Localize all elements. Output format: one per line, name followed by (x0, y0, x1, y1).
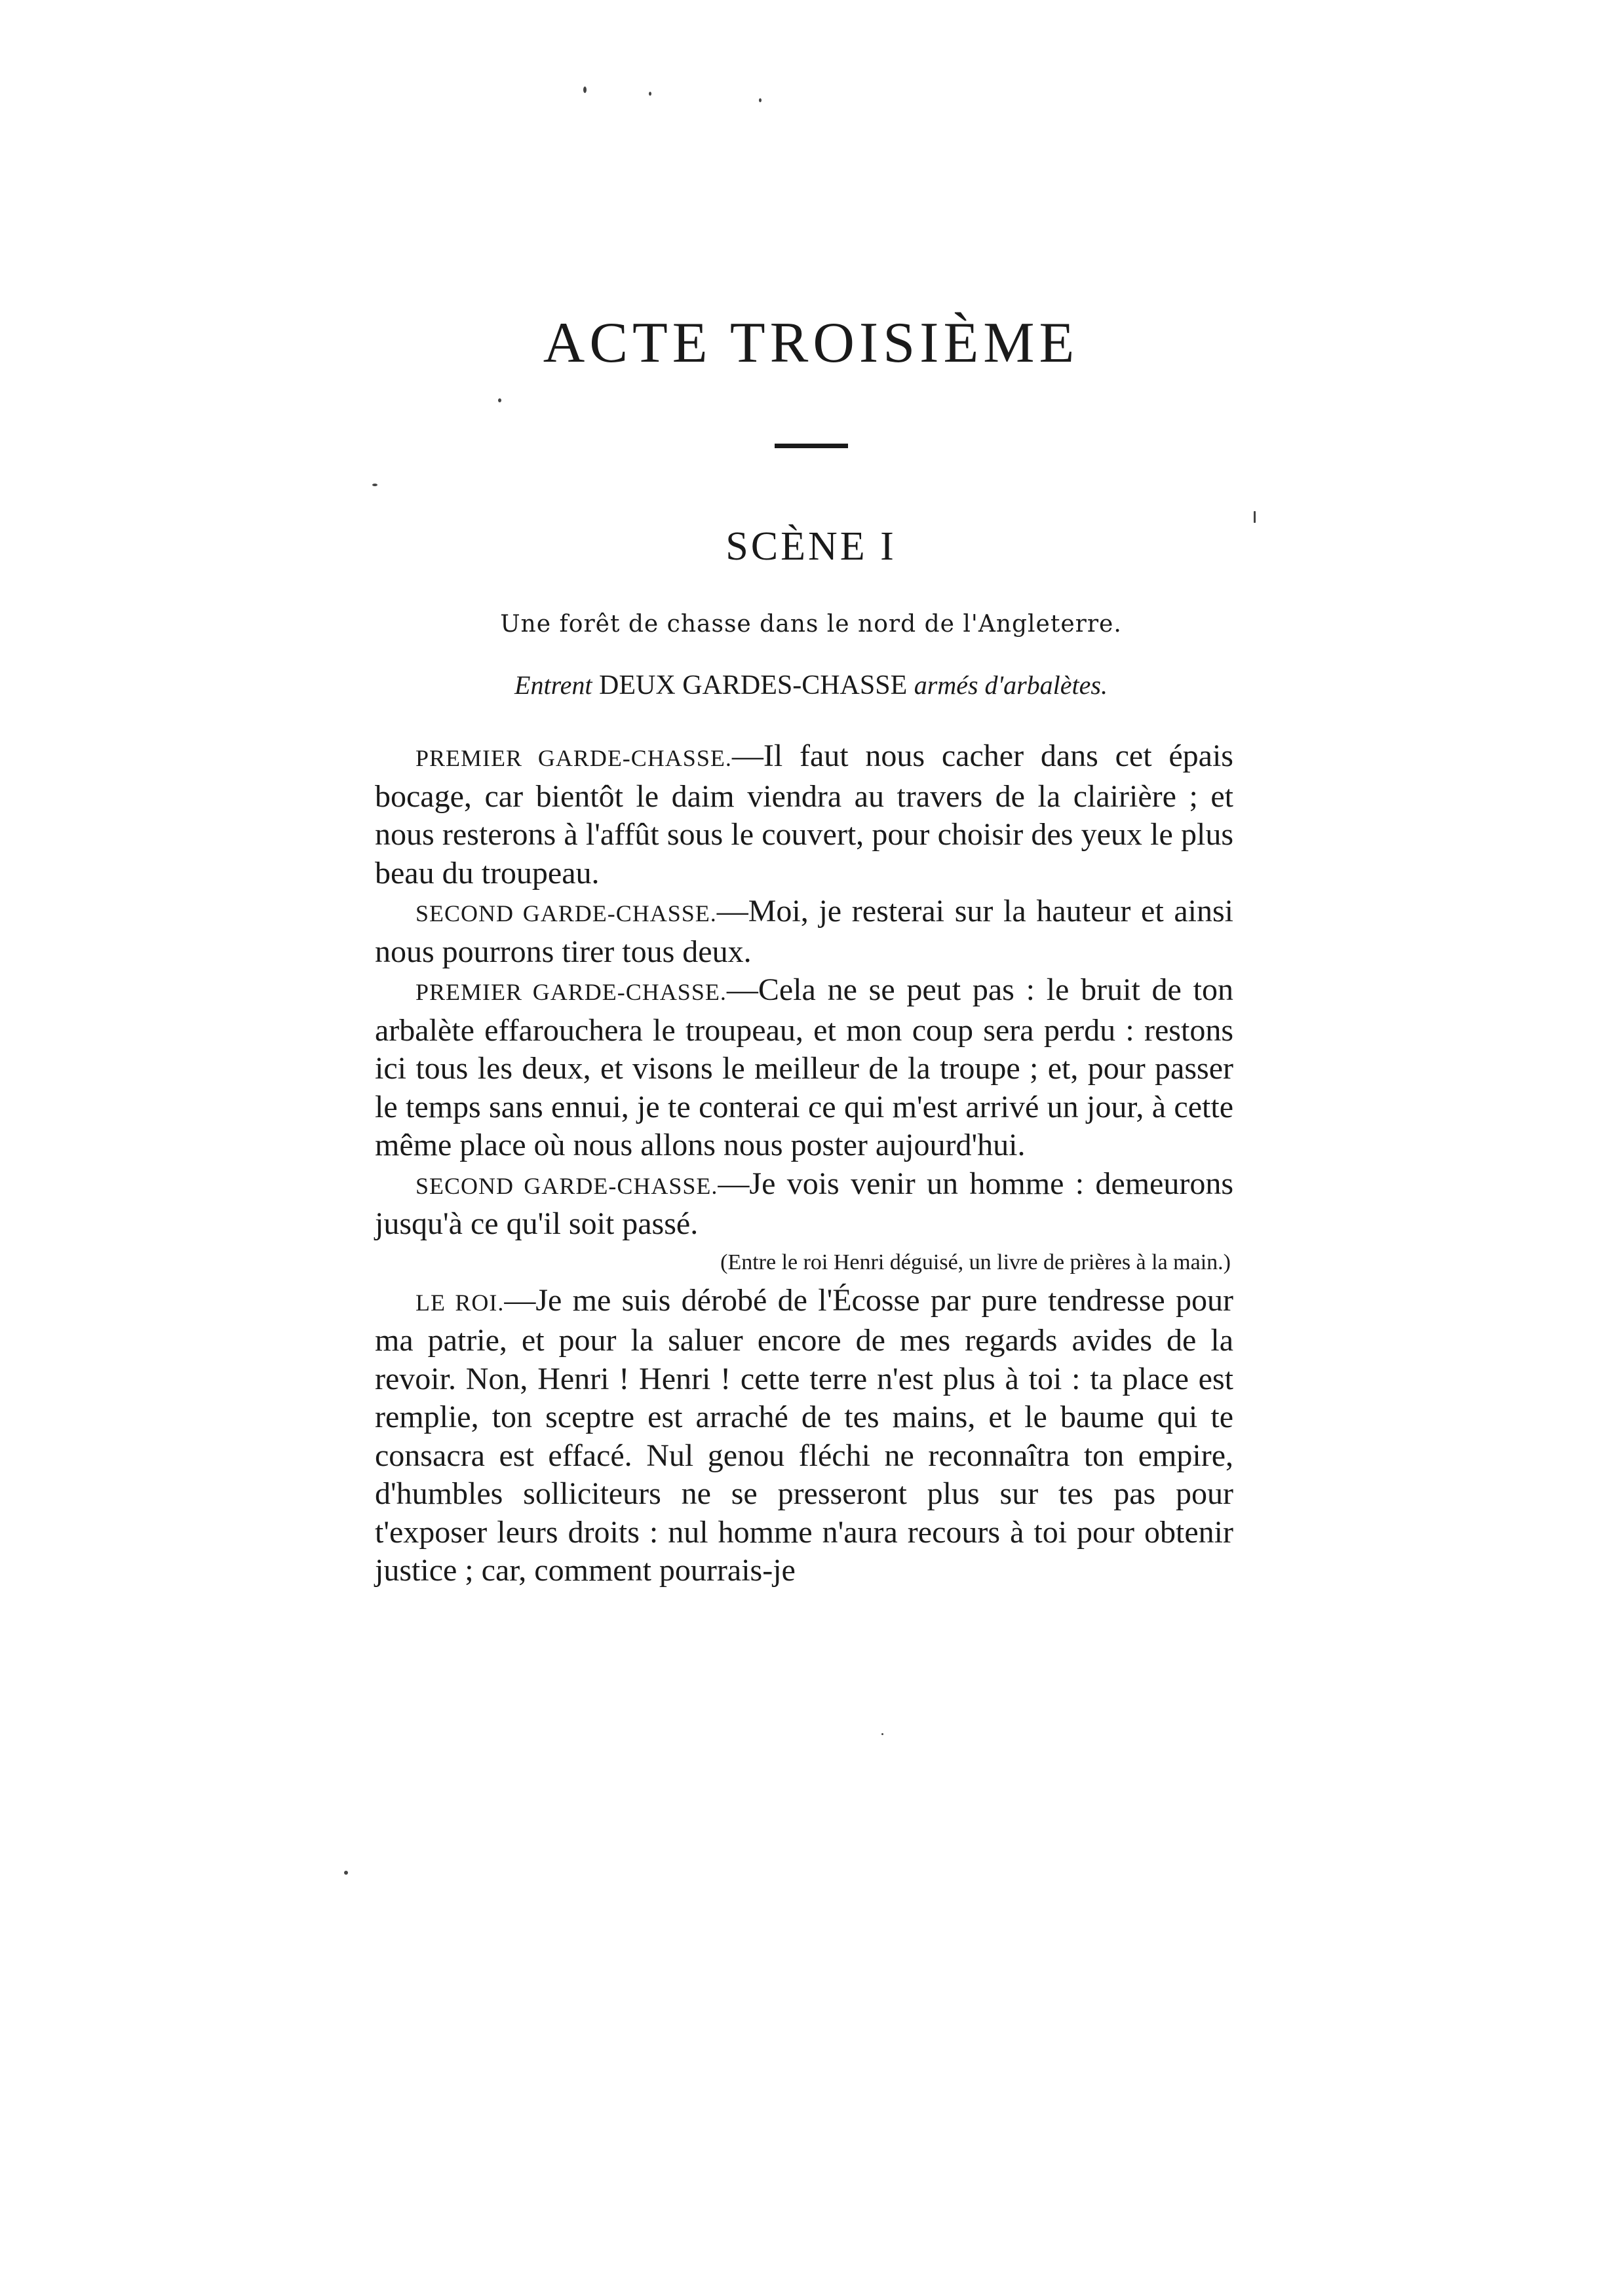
scan-speck (583, 86, 587, 93)
entrance-direction (0, 672, 1622, 699)
speech-text: —Il faut nous cacher dans cet épais bocage, car bientôt le daim viendra au travers de la clairière ; et nous resterons à l'affût sous le couvert, pour choisir des yeux le plus beau du troupeau. (375, 738, 1233, 890)
entrance-characters: DEUX GARDES-CHASSE (599, 670, 908, 700)
speech-paragraph (375, 971, 1233, 1165)
stage-direction: (Entre le roi Henri déguisé, un livre de prières à la main.) (720, 1250, 1231, 1274)
scene-title: SCÈNE I (725, 524, 897, 569)
scan-speck (372, 484, 377, 486)
scene-setting: Une forêt de chasse dans le nord de l'Angleterre. (500, 611, 1122, 638)
scan-speck (759, 98, 762, 102)
speech-text: —Moi, je resterai sur la hauteur et ainsi nous pourrons tirer tous deux. (375, 894, 1233, 969)
speech-text: —Cela ne se peut pas : le bruit de ton arbalète effarouchera le troupeau, et mon coup sera perdu : restons ici tous les deux, et visons le meilleur de la troupe ; et, pour passer le temps sans ennui, je te conterai ce qui m'est arrivé un jour, à cette même place où nous allons nous poster aujourd'hui. (375, 972, 1233, 1162)
speech-paragraph (375, 892, 1233, 971)
speech-paragraph (375, 737, 1233, 892)
act-title: ACTE TROISIÈME (543, 311, 1079, 375)
speaker-name: SECOND GARDE-CHASSE. (415, 900, 717, 927)
speech-text: —Je me suis dérobé de l'Écosse par pure tendresse pour ma patrie, et pour la saluer encore de mes regards avides de la revoir. Non, Henri ! Henri ! cette terre n'est plus à toi : ta place est remplie, ton sceptre est arraché de tes mains, et le baume qui te consacra est effacé. Nul genou fléchi ne reconnaîtra ton empire, d'humbles solliciteurs ne se presseront plus sur tes pas pour t'exposer leurs droits : nul homme n'aura recours à toi pour obtenir justice ; car, comment pourrais-je (375, 1282, 1233, 1588)
speech-paragraph (375, 1165, 1233, 1244)
speaker-name: PREMIER GARDE-CHASSE. (415, 745, 732, 771)
dialogue-body (375, 737, 1233, 1590)
title-rule (775, 444, 848, 448)
scan-speck (649, 92, 651, 96)
speech-text: —Je vois venir un homme : demeurons jusqu'à ce qu'il soit passé. (375, 1166, 1233, 1241)
speaker-name: LE ROI. (415, 1289, 505, 1316)
speaker-name: SECOND GARDE-CHASSE. (415, 1172, 718, 1199)
scan-speck (1254, 511, 1256, 523)
scan-speck (498, 398, 501, 402)
scan-speck (344, 1871, 348, 1875)
speech-paragraph (375, 1282, 1233, 1590)
scan-speck (881, 1733, 883, 1735)
entrance-detail: armés d'arbalètes. (914, 670, 1108, 700)
speaker-name: PREMIER GARDE-CHASSE. (415, 979, 727, 1005)
entrance-verb: Entrent (514, 670, 592, 700)
